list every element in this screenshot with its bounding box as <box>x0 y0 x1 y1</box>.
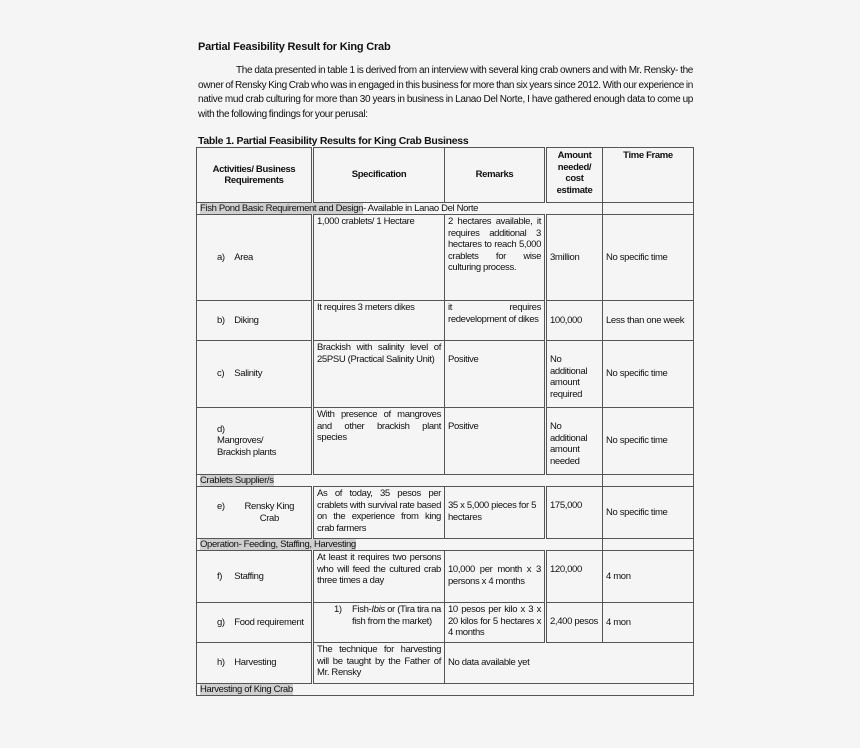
item-label: a) <box>217 251 225 263</box>
item-label: e) <box>217 501 225 512</box>
feasibility-table <box>196 147 694 696</box>
table-row-mangroves <box>197 408 694 475</box>
remarks-cell: 10 pesos per kilo x 3 x 20 kilos for 5 hectares x 4 months <box>445 603 546 643</box>
amount-cell: 120,000 <box>546 551 603 603</box>
document-title: Partial Feasibility Result for King Crab <box>198 41 391 53</box>
activity-cell <box>197 341 313 408</box>
table-row-food <box>197 603 694 643</box>
section-row-harvesting-king-crab <box>197 684 694 696</box>
amount-cell: No additional amount required <box>546 341 603 408</box>
time-frame-cell: No specific time <box>603 341 694 408</box>
section-row-operation <box>197 539 694 551</box>
activity-name: Mangroves/ Brackish plants <box>217 435 277 458</box>
item-label: b) <box>217 314 225 326</box>
table-row-salinity <box>197 341 694 408</box>
highlighted-text: Harvesting of King Crab <box>200 684 293 695</box>
specification-cell: It requires 3 meters dikes <box>313 301 445 341</box>
section-title <box>197 684 694 696</box>
item-label: h) <box>217 657 225 669</box>
header-amount: Amount needed/ cost estimate <box>546 148 603 203</box>
table-row-harvesting <box>197 643 694 684</box>
table-header-row <box>197 148 694 203</box>
intro-paragraph: The data presented in table 1 is derived from an interview with several king crab owners and with Mr. Rensky- the owner of Rensky King Crab who was in engaged in this business for more than six years since 2012. With our experience in native mud crab culturing for more than 30 years in business in Lanao Del Norte, I have gathered enough data to come up with the following findings for your perusal: <box>198 65 693 120</box>
item-label: f) <box>217 570 223 582</box>
specification-cell: With presence of mangroves and other brackish plant species <box>313 408 445 475</box>
spec-prefix: Fish- <box>352 604 372 615</box>
section-title <box>197 539 603 551</box>
item-label: g) <box>217 616 225 628</box>
specification-cell: Brackish with salinity level of 25PSU (Practical Salinity Unit) <box>313 341 445 408</box>
document-page <box>198 40 693 695</box>
specification-cell: At least it requires two persons who will feed the cultured crab three times a day <box>313 551 445 603</box>
remarks-cell: 2 hectares available, it requires additional 3 hectares to reach 5,000 crablets for wise culturing process. <box>445 215 546 301</box>
activity-name: Harvesting <box>234 657 277 669</box>
table-row-diking <box>197 301 694 341</box>
spec-italic-term: Ibis <box>371 604 385 615</box>
amount-cell: 100,000 <box>546 301 603 341</box>
activity-name: Staffing <box>234 570 264 582</box>
time-frame-cell: No specific time <box>603 408 694 475</box>
amount-cell: No additional amount needed <box>546 408 603 475</box>
remarks-cell: No data available yet <box>445 643 694 684</box>
remarks-cell: Positive <box>445 408 546 475</box>
highlighted-text: Fish Pond Basic Requirement and Design <box>200 203 364 214</box>
activity-cell <box>197 603 313 643</box>
activity-name: Salinity <box>234 368 263 380</box>
highlighted-text: Crablets Supplier/s <box>200 475 274 486</box>
header-remarks: Remarks <box>445 148 546 203</box>
time-frame-cell: 4 mon <box>603 551 694 603</box>
header-activities: Activities/ Business Requirements <box>197 148 313 203</box>
header-time-frame: Time Frame <box>603 148 694 203</box>
activity-name: Diking <box>234 314 259 326</box>
item-label: c) <box>217 368 225 380</box>
sub-item-text <box>352 604 441 627</box>
amount-cell: 3million <box>546 215 603 301</box>
table-row-area <box>197 215 694 301</box>
activity-name: Rensky King Crab <box>244 501 295 524</box>
specification-cell: 1,000 crablets/ 1 Hectare <box>313 215 445 301</box>
activity-cell <box>197 301 313 341</box>
table-caption: Table 1. Partial Feasibility Results for King Crab Business <box>198 135 469 147</box>
section-row-fish-pond <box>197 203 694 215</box>
empty-cell <box>603 539 694 551</box>
empty-cell <box>603 203 694 215</box>
remarks-cell: 35 x 5,000 pieces for 5 hectares <box>445 487 546 539</box>
item-label: d) <box>217 423 225 435</box>
sub-item-number: 1) <box>334 604 342 615</box>
activity-cell <box>197 643 313 684</box>
activity-name: Food requirement <box>234 616 304 628</box>
time-frame-cell: No specific time <box>603 487 694 539</box>
highlighted-text: Operation- Feeding, Staffing, Harvesting <box>200 539 356 550</box>
activity-cell <box>197 551 313 603</box>
section-subtitle: - Available in Lanao Del Norte <box>363 203 479 214</box>
time-frame-cell: Less than one week <box>603 301 694 341</box>
empty-cell <box>603 475 694 487</box>
activity-cell <box>197 487 313 539</box>
remarks-cell: 10,000 per month x 3 persons x 4 months <box>445 551 546 603</box>
remarks-cell: it requires redevelopment of dikes <box>445 301 546 341</box>
section-title <box>197 475 603 487</box>
section-row-crablets <box>197 475 694 487</box>
section-title <box>197 203 603 215</box>
table-row-staffing <box>197 551 694 603</box>
table-row-rensky <box>197 487 694 539</box>
amount-cell: 2,400 pesos <box>546 603 603 643</box>
spec-suffix: or (Tira tira na fish from the market) <box>352 604 441 627</box>
remarks-cell: Positive <box>445 341 546 408</box>
activity-cell <box>197 215 313 301</box>
activity-name: Area <box>234 251 253 263</box>
specification-cell: As of today, 35 pesos per crablets with survival rate based on the experience from king crab farmers <box>313 487 445 539</box>
time-frame-cell: No specific time <box>603 215 694 301</box>
header-specification: Specification <box>313 148 445 203</box>
activity-cell <box>197 408 313 475</box>
time-frame-cell: 4 mon <box>603 603 694 643</box>
specification-cell: The technique for harvesting will be taught by the Father of Mr. Rensky <box>313 643 445 684</box>
specification-cell <box>313 603 445 643</box>
amount-cell: 175,000 <box>546 487 603 539</box>
